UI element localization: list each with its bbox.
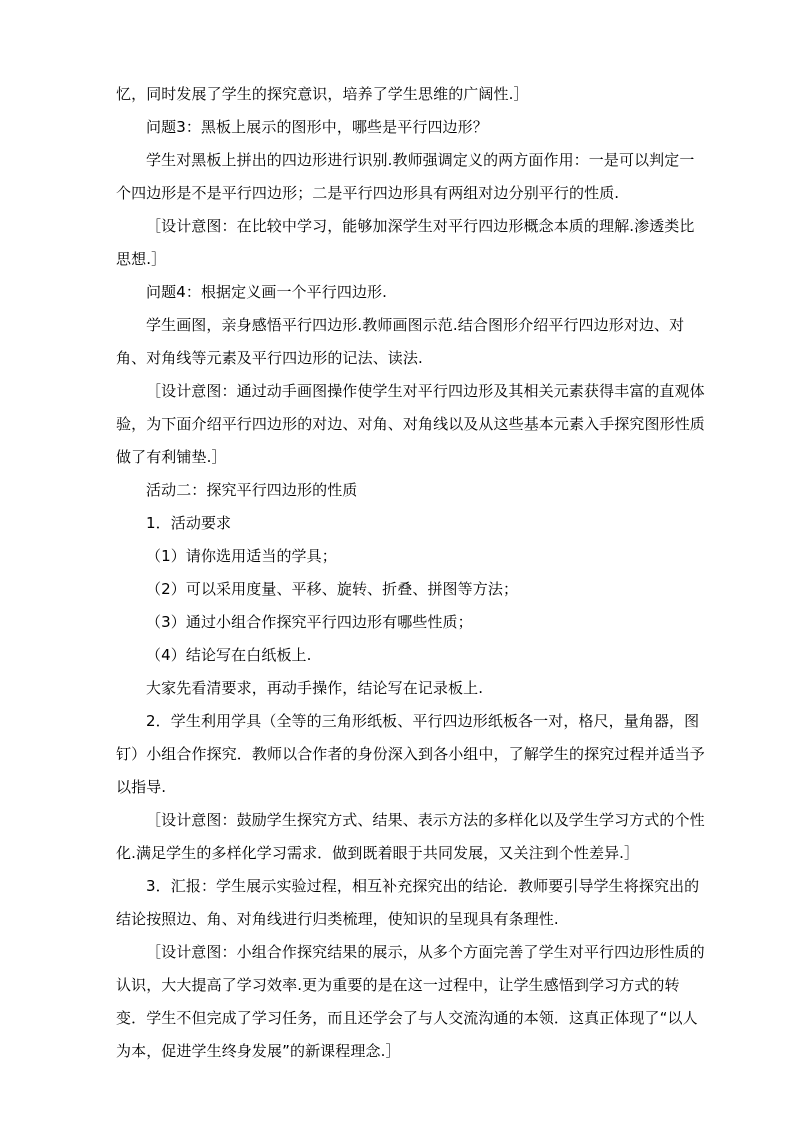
- paragraph-design-intent-1: ［设计意图：在比较中学习，能够加深学生对平行四边形概念本质的理解.渗透类比思想.］: [116, 217, 695, 268]
- list-item-requirement-3: （3）通过小组合作探究平行四边形有哪些性质；: [146, 613, 473, 631]
- paragraph-design-intent-3: ［设计意图：鼓励学生探究方式、结果、表示方法的多样化以及学生学习方式的个性化.满足学生的多样化学习需求．做到既着眼于共同发展，又关注到个性差异.］: [116, 811, 705, 862]
- document-body: [116, 78, 708, 1068]
- paragraph-step-2: 2．学生利用学具（全等的三角形纸板、平行四边形纸板各一对，格尺，量角器，图钉）小组合作探究．教师以合作者的身份深入到各小组中，了解学生的探究过程并适当予以指导.: [116, 712, 705, 796]
- list-heading-requirements: 1．活动要求: [146, 514, 232, 532]
- paragraph-continuation: 忆，同时发展了学生的探究意识，培养了学生思维的广阔性.］: [116, 85, 529, 103]
- paragraph-identify-shapes: 学生对黑板上拼出的四边形进行识别.教师强调定义的两方面作用：一是可以判定一个四边形是不是平行四边形；二是平行四边形具有两组对边分别平行的性质.: [116, 151, 695, 202]
- list-item-requirement-1: （1）请你选用适当的学具；: [146, 547, 337, 565]
- paragraph-question-4: 问题4：根据定义画一个平行四边形.: [146, 283, 388, 301]
- list-item-requirement-4: （4）结论写在白纸板上.: [146, 646, 312, 664]
- paragraph-design-intent-2: ［设计意图：通过动手画图操作使学生对平行四边形及其相关元素获得丰富的直观体验，为下面介绍平行四边形的对边、对角、对角线以及从这些基本元素入手探究图形性质做了有利铺垫.］: [116, 382, 705, 466]
- paragraph-step-3: 3．汇报：学生展示实验过程，相互补充探究出的结论．教师要引导学生将探究出的结论按照边、角、对角线进行归类梳理，使知识的呈现具有条理性.: [116, 877, 700, 928]
- paragraph-question-3: 问题3：黑板上展示的图形中，哪些是平行四边形？: [146, 118, 488, 136]
- section-heading-activity-2: 活动二：探究平行四边形的性质: [146, 481, 358, 499]
- paragraph-draw-parallelogram: 学生画图，亲身感悟平行四边形.教师画图示范.结合图形介绍平行四边形对边、对角、对角线等元素及平行四边形的记法、读法.: [116, 316, 685, 367]
- list-item-requirement-2: （2）可以采用度量、平移、旋转、折叠、拼图等方法；: [146, 580, 519, 598]
- paragraph-design-intent-4: ［设计意图：小组合作探究结果的展示，从多个方面完善了学生对平行四边形性质的认识，大大提高了学习效率.更为重要的是在这一过程中，让学生感悟到学习方式的转变．学生不但完成了学习任务，而且还学会了与人交流沟通的本领．这真正体现了“以人为本，促进学生终身发展”的新课程理念.］: [116, 943, 705, 1060]
- paragraph-instructions: 大家先看清要求，再动手操作，结论写在记录板上.: [146, 679, 484, 697]
